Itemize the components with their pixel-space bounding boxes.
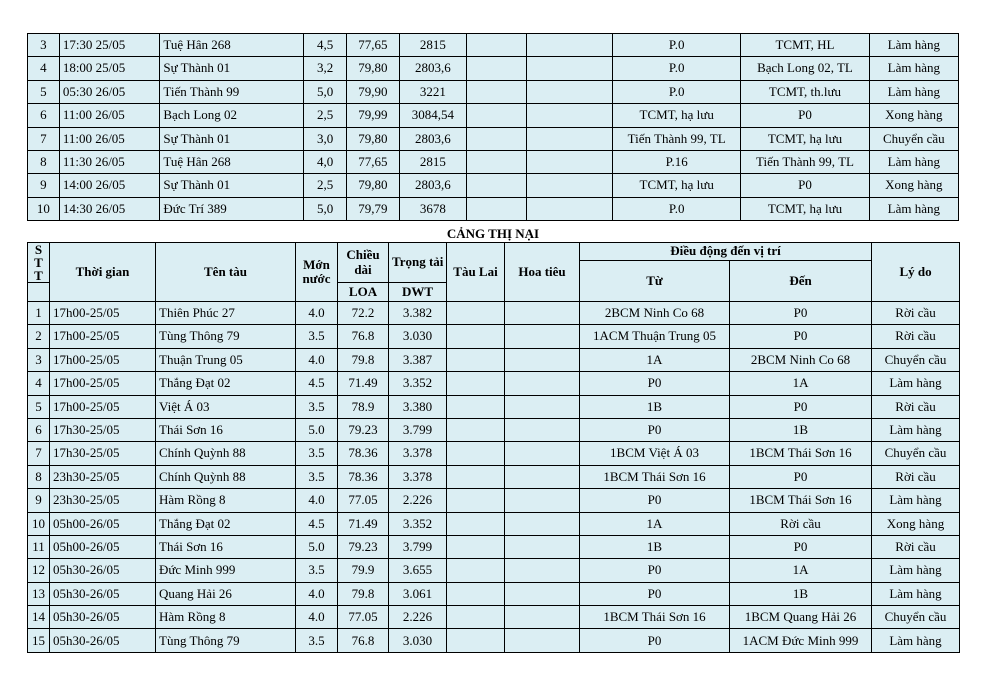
row-tug xyxy=(447,512,505,535)
row-time: 11:00 26/05 xyxy=(59,127,160,150)
row-number: 5 xyxy=(28,395,50,418)
row-time: 05h30-26/05 xyxy=(50,629,156,652)
row-loa: 78.36 xyxy=(338,465,389,488)
row-number: 5 xyxy=(28,80,60,103)
table-row xyxy=(28,325,960,348)
row-reason: Rời cầu xyxy=(872,325,960,348)
row-time: 17h30-25/05 xyxy=(50,442,156,465)
row-dwt: 2.226 xyxy=(389,606,447,629)
row-dwt: 2.226 xyxy=(389,489,447,512)
row-time: 23h30-25/05 xyxy=(50,489,156,512)
row-from: 1ACM Thuận Trung 05 xyxy=(580,325,730,348)
table-row xyxy=(28,150,959,173)
row-number: 12 xyxy=(28,559,50,582)
row-from: 1BCM Thái Sơn 16 xyxy=(580,465,730,488)
row-dwt: 3.380 xyxy=(389,395,447,418)
row-number: 14 xyxy=(28,606,50,629)
row-to: P0 xyxy=(730,395,872,418)
row-ship-name: Quang Hải 26 xyxy=(156,582,296,605)
row-tug xyxy=(447,348,505,371)
row-dwt: 3.799 xyxy=(389,535,447,558)
row-reason: Làm hàng xyxy=(872,372,960,395)
row-reason: Làm hàng xyxy=(872,559,960,582)
header-draft: Mớn nước xyxy=(296,243,338,302)
row-from: 1B xyxy=(580,535,730,558)
row-draft: 4.0 xyxy=(296,606,338,629)
row-ship-name: Tiến Thành 99 xyxy=(160,80,304,103)
row-pilot xyxy=(505,582,580,605)
row-tug xyxy=(467,174,527,197)
row-number: 9 xyxy=(28,489,50,512)
row-tug xyxy=(447,372,505,395)
row-number: 13 xyxy=(28,582,50,605)
row-from: 1B xyxy=(580,395,730,418)
row-reason: Rời cầu xyxy=(872,535,960,558)
row-ship-name: Tùng Thông 79 xyxy=(156,325,296,348)
row-ship-name: Sự Thành 01 xyxy=(160,127,304,150)
row-loa: 71.49 xyxy=(338,372,389,395)
row-ship-name: Thái Sơn 16 xyxy=(156,535,296,558)
table-row xyxy=(28,395,960,418)
row-to: 1B xyxy=(730,582,872,605)
row-pilot xyxy=(505,372,580,395)
row-time: 17h00-25/05 xyxy=(50,395,156,418)
row-number: 7 xyxy=(28,442,50,465)
row-draft: 5.0 xyxy=(296,418,338,441)
row-reason: Làm hàng xyxy=(869,197,958,220)
row-number: 9 xyxy=(28,174,60,197)
row-from: P.0 xyxy=(613,197,741,220)
row-reason: Làm hàng xyxy=(872,582,960,605)
row-draft: 3.5 xyxy=(296,442,338,465)
row-loa: 79.23 xyxy=(338,535,389,558)
row-pilot xyxy=(505,512,580,535)
row-dwt: 3.352 xyxy=(389,372,447,395)
row-pilot xyxy=(505,465,580,488)
row-tug xyxy=(447,465,505,488)
row-reason: Làm hàng xyxy=(872,418,960,441)
row-reason: Làm hàng xyxy=(869,34,958,57)
thi-nai-port-table xyxy=(27,242,960,653)
row-to: Tiến Thành 99, TL xyxy=(741,150,869,173)
row-number: 4 xyxy=(28,57,60,80)
row-tug xyxy=(467,127,527,150)
table-row xyxy=(28,606,960,629)
header-stt-blank xyxy=(28,283,50,302)
row-draft: 4.0 xyxy=(296,302,338,325)
row-time: 17h00-25/05 xyxy=(50,325,156,348)
row-time: 18:00 25/05 xyxy=(59,57,160,80)
table-row xyxy=(28,80,959,103)
row-to: P0 xyxy=(730,325,872,348)
header-ship-name: Tên tàu xyxy=(156,243,296,302)
row-number: 10 xyxy=(28,512,50,535)
row-time: 17h30-25/05 xyxy=(50,418,156,441)
row-draft: 3.5 xyxy=(296,629,338,652)
row-to: P0 xyxy=(730,535,872,558)
row-reason: Làm hàng xyxy=(869,57,958,80)
row-loa: 79.8 xyxy=(338,582,389,605)
row-pilot xyxy=(505,535,580,558)
row-pilot xyxy=(505,302,580,325)
row-number: 15 xyxy=(28,629,50,652)
row-reason: Rời cầu xyxy=(872,302,960,325)
table-row xyxy=(28,465,960,488)
row-from: 1A xyxy=(580,512,730,535)
table-row xyxy=(28,174,959,197)
row-reason: Xong hàng xyxy=(869,104,958,127)
row-ship-name: Đức Minh 999 xyxy=(156,559,296,582)
table-row xyxy=(28,302,960,325)
row-to: P0 xyxy=(741,174,869,197)
row-time: 11:00 26/05 xyxy=(59,104,160,127)
row-to: 1BCM Thái Sơn 16 xyxy=(730,489,872,512)
table-row xyxy=(28,57,959,80)
table-row xyxy=(28,559,960,582)
row-to: P0 xyxy=(730,465,872,488)
row-tug xyxy=(447,302,505,325)
row-loa: 77.05 xyxy=(338,489,389,512)
row-loa: 77.05 xyxy=(338,606,389,629)
row-pilot xyxy=(526,104,612,127)
row-pilot xyxy=(526,80,612,103)
row-to: 1A xyxy=(730,372,872,395)
row-ship-name: Việt Á 03 xyxy=(156,395,296,418)
row-pilot xyxy=(505,629,580,652)
row-loa: 77,65 xyxy=(347,150,399,173)
row-from: P.0 xyxy=(613,57,741,80)
row-time: 14:00 26/05 xyxy=(59,174,160,197)
row-ship-name: Thuận Trung 05 xyxy=(156,348,296,371)
row-tug xyxy=(467,197,527,220)
row-number: 8 xyxy=(28,150,60,173)
table-row xyxy=(28,372,960,395)
row-to: 1A xyxy=(730,559,872,582)
row-number: 11 xyxy=(28,535,50,558)
header-time: Thời gian xyxy=(50,243,156,302)
row-dwt: 3.382 xyxy=(389,302,447,325)
row-time: 17h00-25/05 xyxy=(50,302,156,325)
row-reason: Làm hàng xyxy=(869,80,958,103)
row-loa: 79,80 xyxy=(347,57,399,80)
row-dwt: 2815 xyxy=(399,34,467,57)
header-from: Từ xyxy=(580,261,730,302)
row-reason: Rời cầu xyxy=(872,395,960,418)
row-loa: 79,80 xyxy=(347,174,399,197)
row-draft: 3.5 xyxy=(296,325,338,348)
row-ship-name: Đức Trí 389 xyxy=(160,197,304,220)
row-number: 10 xyxy=(28,197,60,220)
header-movement: Điều động đến vị trí xyxy=(580,243,872,261)
row-draft: 3.5 xyxy=(296,559,338,582)
table-row xyxy=(28,535,960,558)
row-draft: 5,0 xyxy=(304,80,347,103)
row-from: Tiến Thành 99, TL xyxy=(613,127,741,150)
row-to: 1BCM Quang Hải 26 xyxy=(730,606,872,629)
row-dwt: 3.030 xyxy=(389,325,447,348)
row-reason: Chuyển cầu xyxy=(872,442,960,465)
row-draft: 5,0 xyxy=(304,197,347,220)
row-draft: 2,5 xyxy=(304,104,347,127)
row-reason: Làm hàng xyxy=(872,629,960,652)
row-loa: 79.8 xyxy=(338,348,389,371)
header-length: Chiều dài xyxy=(338,243,389,283)
row-from: 1BCM Thái Sơn 16 xyxy=(580,606,730,629)
row-draft: 4.5 xyxy=(296,512,338,535)
row-time: 05h00-26/05 xyxy=(50,535,156,558)
row-dwt: 3.352 xyxy=(389,512,447,535)
row-reason: Chuyển cầu xyxy=(872,606,960,629)
row-number: 7 xyxy=(28,127,60,150)
row-from: P0 xyxy=(580,559,730,582)
row-number: 8 xyxy=(28,465,50,488)
row-pilot xyxy=(505,418,580,441)
row-loa: 76.8 xyxy=(338,325,389,348)
table-row xyxy=(28,582,960,605)
table-row xyxy=(28,197,959,220)
row-tug xyxy=(447,395,505,418)
row-to: 1ACM Đức Minh 999 xyxy=(730,629,872,652)
row-draft: 4.0 xyxy=(296,582,338,605)
row-tug xyxy=(467,57,527,80)
row-tug xyxy=(447,442,505,465)
row-ship-name: Chính Quỳnh 88 xyxy=(156,465,296,488)
row-to: 1B xyxy=(730,418,872,441)
row-number: 1 xyxy=(28,302,50,325)
row-from: P.0 xyxy=(613,34,741,57)
row-tug xyxy=(447,489,505,512)
row-from: P0 xyxy=(580,489,730,512)
row-time: 05h30-26/05 xyxy=(50,559,156,582)
row-from: 2BCM Ninh Co 68 xyxy=(580,302,730,325)
row-to: Bạch Long 02, TL xyxy=(741,57,869,80)
row-draft: 5.0 xyxy=(296,535,338,558)
row-ship-name: Sự Thành 01 xyxy=(160,57,304,80)
row-draft: 3,2 xyxy=(304,57,347,80)
header-stt: S T T xyxy=(28,243,50,283)
row-draft: 3.5 xyxy=(296,395,338,418)
row-draft: 4,0 xyxy=(304,150,347,173)
table-row xyxy=(28,512,960,535)
row-loa: 71.49 xyxy=(338,512,389,535)
row-from: P.0 xyxy=(613,80,741,103)
row-time: 17:30 25/05 xyxy=(59,34,160,57)
row-ship-name: Tùng Thông 79 xyxy=(156,629,296,652)
row-to: TCMT, hạ lưu xyxy=(741,127,869,150)
row-dwt: 2803,6 xyxy=(399,127,467,150)
row-tug xyxy=(447,325,505,348)
row-number: 3 xyxy=(28,34,60,57)
row-dwt: 3678 xyxy=(399,197,467,220)
row-loa: 79.9 xyxy=(338,559,389,582)
row-loa: 79,80 xyxy=(347,127,399,150)
row-pilot xyxy=(505,489,580,512)
row-reason: Xong hàng xyxy=(869,174,958,197)
header-loa: LOA xyxy=(338,283,389,302)
row-number: 4 xyxy=(28,372,50,395)
section-title: CẢNG THỊ NẠI xyxy=(446,226,540,241)
row-time: 05:30 26/05 xyxy=(59,80,160,103)
row-ship-name: Thắng Đạt 02 xyxy=(156,512,296,535)
row-number: 6 xyxy=(28,418,50,441)
header-dwt: DWT xyxy=(389,283,447,302)
row-ship-name: Hàm Rồng 8 xyxy=(156,489,296,512)
row-loa: 78.36 xyxy=(338,442,389,465)
row-from: P0 xyxy=(580,582,730,605)
table-row xyxy=(28,489,960,512)
row-ship-name: Thắng Đạt 02 xyxy=(156,372,296,395)
row-time: 17h00-25/05 xyxy=(50,348,156,371)
row-time: 23h30-25/05 xyxy=(50,465,156,488)
row-loa: 79,99 xyxy=(347,104,399,127)
row-pilot xyxy=(526,197,612,220)
row-ship-name: Thiên Phúc 27 xyxy=(156,302,296,325)
row-time: 05h00-26/05 xyxy=(50,512,156,535)
row-dwt: 3.030 xyxy=(389,629,447,652)
row-draft: 4.0 xyxy=(296,348,338,371)
row-loa: 77,65 xyxy=(347,34,399,57)
vessel-schedule-table-top xyxy=(27,33,959,221)
row-to: 1BCM Thái Sơn 16 xyxy=(730,442,872,465)
row-ship-name: Chính Quỳnh 88 xyxy=(156,442,296,465)
row-draft: 4,5 xyxy=(304,34,347,57)
row-from: 1BCM Việt Á 03 xyxy=(580,442,730,465)
row-draft: 3.5 xyxy=(296,465,338,488)
row-pilot xyxy=(526,57,612,80)
row-tug xyxy=(447,559,505,582)
row-number: 2 xyxy=(28,325,50,348)
row-ship-name: Hàm Rồng 8 xyxy=(156,606,296,629)
row-pilot xyxy=(505,395,580,418)
table-row xyxy=(28,127,959,150)
row-dwt: 3084,54 xyxy=(399,104,467,127)
row-draft: 3,0 xyxy=(304,127,347,150)
row-dwt: 3.655 xyxy=(389,559,447,582)
row-draft: 4.5 xyxy=(296,372,338,395)
row-time: 17h00-25/05 xyxy=(50,372,156,395)
row-dwt: 3.061 xyxy=(389,582,447,605)
row-pilot xyxy=(505,606,580,629)
header-reason: Lý do xyxy=(872,243,960,302)
row-pilot xyxy=(505,559,580,582)
row-time: 11:30 26/05 xyxy=(59,150,160,173)
table-row xyxy=(28,104,959,127)
header-pilot: Hoa tiêu xyxy=(505,243,580,302)
row-reason: Làm hàng xyxy=(869,150,958,173)
row-tug xyxy=(467,104,527,127)
row-from: 1A xyxy=(580,348,730,371)
row-to: P0 xyxy=(730,302,872,325)
row-from: P0 xyxy=(580,629,730,652)
row-loa: 78.9 xyxy=(338,395,389,418)
row-dwt: 3.799 xyxy=(389,418,447,441)
row-reason: Làm hàng xyxy=(872,489,960,512)
row-loa: 79,79 xyxy=(347,197,399,220)
row-ship-name: Tuệ Hân 268 xyxy=(160,150,304,173)
row-reason: Chuyển cầu xyxy=(869,127,958,150)
row-time: 05h30-26/05 xyxy=(50,606,156,629)
row-loa: 76.8 xyxy=(338,629,389,652)
row-to: 2BCM Ninh Co 68 xyxy=(730,348,872,371)
row-draft: 4.0 xyxy=(296,489,338,512)
row-loa: 79.23 xyxy=(338,418,389,441)
row-pilot xyxy=(505,348,580,371)
row-pilot xyxy=(505,442,580,465)
row-draft: 2,5 xyxy=(304,174,347,197)
row-dwt: 2815 xyxy=(399,150,467,173)
row-from: P0 xyxy=(580,372,730,395)
row-tug xyxy=(467,80,527,103)
row-to: Rời cầu xyxy=(730,512,872,535)
row-dwt: 3.387 xyxy=(389,348,447,371)
row-tug xyxy=(447,629,505,652)
row-dwt: 3221 xyxy=(399,80,467,103)
row-tug xyxy=(447,582,505,605)
row-loa: 72.2 xyxy=(338,302,389,325)
row-from: TCMT, hạ lưu xyxy=(613,104,741,127)
row-ship-name: Thái Sơn 16 xyxy=(156,418,296,441)
header-to: Đến xyxy=(730,261,872,302)
row-ship-name: Bạch Long 02 xyxy=(160,104,304,127)
row-reason: Rời cầu xyxy=(872,465,960,488)
row-dwt: 2803,6 xyxy=(399,57,467,80)
row-to: TCMT, HL xyxy=(741,34,869,57)
row-to: TCMT, hạ lưu xyxy=(741,197,869,220)
row-from: TCMT, hạ lưu xyxy=(613,174,741,197)
row-tug xyxy=(447,606,505,629)
row-pilot xyxy=(526,34,612,57)
row-dwt: 2803,6 xyxy=(399,174,467,197)
row-reason: Chuyển cầu xyxy=(872,348,960,371)
row-pilot xyxy=(526,127,612,150)
row-from: P0 xyxy=(580,418,730,441)
row-pilot xyxy=(505,325,580,348)
table-row xyxy=(28,34,959,57)
row-reason: Xong hàng xyxy=(872,512,960,535)
row-time: 05h30-26/05 xyxy=(50,582,156,605)
row-tug xyxy=(467,150,527,173)
row-to: P0 xyxy=(741,104,869,127)
row-loa: 79,90 xyxy=(347,80,399,103)
table-row xyxy=(28,629,960,652)
table-row xyxy=(28,442,960,465)
row-tug xyxy=(467,34,527,57)
row-number: 3 xyxy=(28,348,50,371)
row-ship-name: Sự Thành 01 xyxy=(160,174,304,197)
header-tug: Tàu Lai xyxy=(447,243,505,302)
row-number: 6 xyxy=(28,104,60,127)
row-pilot xyxy=(526,150,612,173)
row-to: TCMT, th.lưu xyxy=(741,80,869,103)
row-dwt: 3.378 xyxy=(389,465,447,488)
row-from: P.16 xyxy=(613,150,741,173)
header-tonnage: Trọng tải xyxy=(389,243,447,283)
row-tug xyxy=(447,535,505,558)
row-tug xyxy=(447,418,505,441)
row-ship-name: Tuệ Hân 268 xyxy=(160,34,304,57)
row-time: 14:30 26/05 xyxy=(59,197,160,220)
table-row xyxy=(28,418,960,441)
row-pilot xyxy=(526,174,612,197)
row-dwt: 3.378 xyxy=(389,442,447,465)
table-row xyxy=(28,348,960,371)
